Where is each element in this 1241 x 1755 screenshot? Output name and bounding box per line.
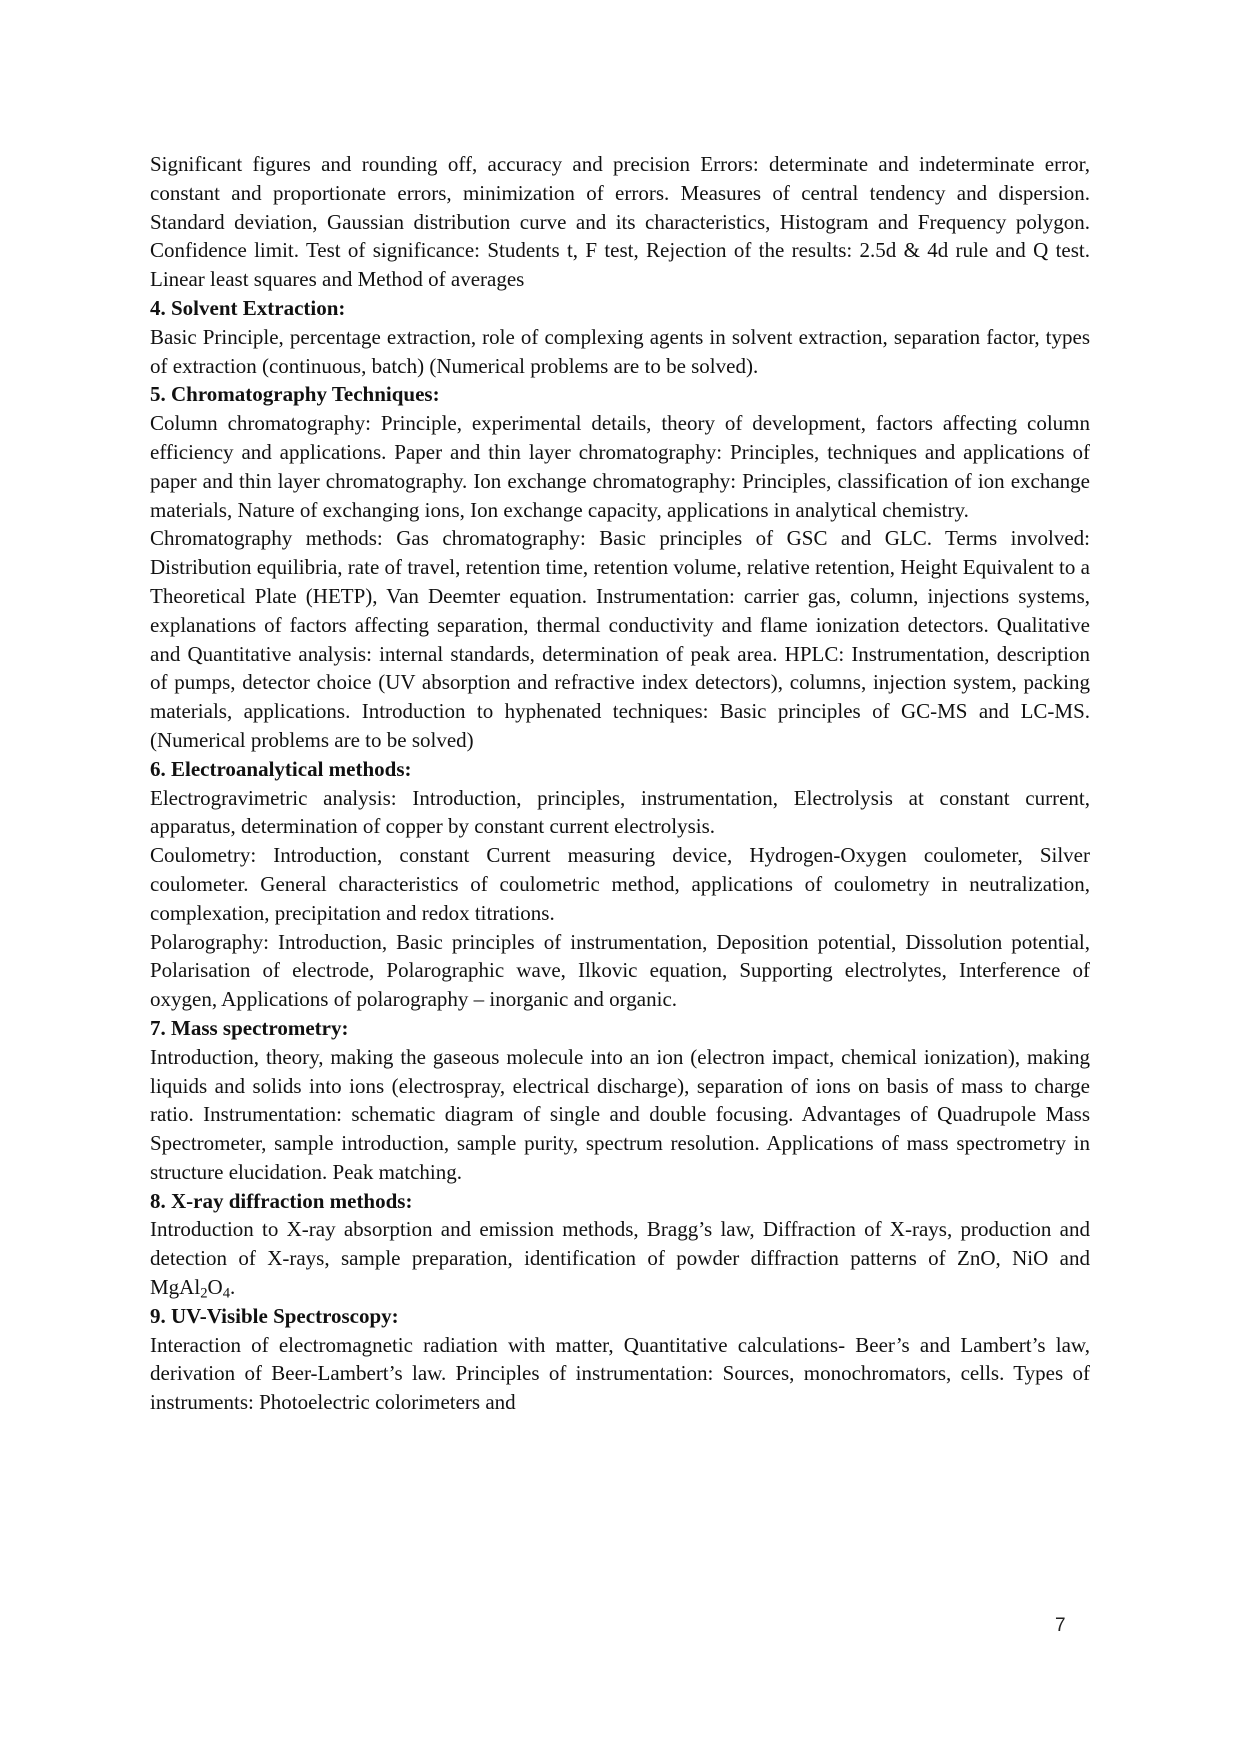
uv-visible-paragraph: Interaction of electromagnetic radiation with matter, Quantitative calculations- Beer’s and Lambert’s law, derivation of Beer-Lambert’s law. Principles of instrumentation: Sources, monochromators, cells. Types of instruments: Photoelectric colorimeters and [150,1332,1090,1415]
solvent-extraction-paragraph: Basic Principle, percentage extraction, role of complexing agents in solvent extraction, separation factor, types of extraction (continuous, batch) (Numerical problems are to be solved). [150,324,1090,378]
mass-spectrometry-paragraph: Introduction, theory, making the gaseous molecule into an ion (electron impact, chemical ionization), making liquids and solids into ions (electrospray, electrical discharge), separation of ions on basis of mass to charge ratio. Instrumentation: schematic diagram of single and double focusing. Advantages of Quadrupole Mass Spectrometer, sample introduction, sample purity, spectrum resolution. Applications of mass spectrometry in structure elucidation. Peak matching. [150,1044,1090,1184]
section-heading-chromatography: 5. Chromatography Techniques: [150,382,440,407]
chromatography-paragraph-1: Column chromatography: Principle, experimental details, theory of development, factors affecting column efficiency and applications. Paper and thin layer chromatography: Principles, techniques and applications of paper and thin layer chromatography. Ion exchange chromatography: Principles, classification of ion exchange materials, Nature of exchanging ions, Ion exchange capacity, applications in analytical chemistry. [150,411,1090,522]
chromatography-paragraph-2: Chromatography methods: Gas chromatography: Basic principles of GSC and GLC. Terms involved: Distribution equilibria, rate of travel, retention time, retention volume, relative retention, Height Equivalent to a Theoretical Plate (HETP), Van Deemter equation. Instrumentation: carrier gas, column, injections systems, explanations of factors affecting separation, thermal conductivity and flame ionization detectors. Qualitative and Quantitative analysis: internal standards, determination of peak area. HPLC: Instrumentation, description of pumps, detector choice (UV absorption and refractive index detectors), columns, injection system, packing materials, applications. Introduction to hyphenated techniques: Basic principles of GC-MS and LC-MS. (Numerical problems are to be solved) [150,526,1090,752]
coulometry-paragraph: Coulometry: Introduction, constant Current measuring device, Hydrogen-Oxygen coulometer, Silver coulometer. General characteristics of coulometric method, applications of coulometry in neutralization, complexation, precipitation and redox titrations. [150,843,1090,925]
section-heading-solvent-extraction: 4. Solvent Extraction: [150,295,346,320]
page-number: 7 [1055,1615,1066,1636]
section-heading-xray-diffraction: 8. X-ray diffraction methods: [150,1188,413,1213]
polarography-paragraph: Polarography: Introduction, Basic principles of instrumentation, Deposition potential, Dissolution potential, Polarisation of electrode, Polarographic wave, Ilkovic equation, Supporting electrolytes, Interference of oxygen, Applications of polarography – inorganic and organic. [150,929,1090,1012]
sentence-end-period: . [230,1275,236,1300]
oxygen-symbol: O [207,1275,223,1300]
document-page [150,150,1090,1417]
electrogravimetric-paragraph: Electrogravimetric analysis: Introduction, principles, instrumentation, Electrolysis at constant current, apparatus, determination of copper by constant current electrolysis. [150,785,1090,839]
section-heading-mass-spectrometry: 7. Mass spectrometry: [150,1015,349,1040]
xray-paragraph-text: Introduction to X-ray absorption and emission methods, Bragg’s law, Diffraction of X-rays, production and detection of X-rays, sample preparation, identification of powder diffraction patterns of ZnO, NiO and MgAl [150,1217,1090,1300]
intro-paragraph: Significant figures and rounding off, accuracy and precision Errors: determinate and indeterminate error, constant and proportionate errors, minimization of errors. Measures of central tendency and dispersion. Standard deviation, Gaussian distribution curve and its characteristics, Histogram and Frequency polygon. Confidence limit. Test of significance: Students t, F test, Rejection of the results: 2.5d & 4d rule and Q test. Linear least squares and Method of averages [150,152,1090,292]
subscript-4: 4 [222,1285,231,1302]
xray-diffraction-paragraph [150,1215,1090,1301]
subscript-2: 2 [200,1285,208,1302]
section-heading-uv-visible: 9. UV-Visible Spectroscopy: [150,1303,399,1328]
section-heading-electroanalytical: 6. Electroanalytical methods: [150,756,412,781]
